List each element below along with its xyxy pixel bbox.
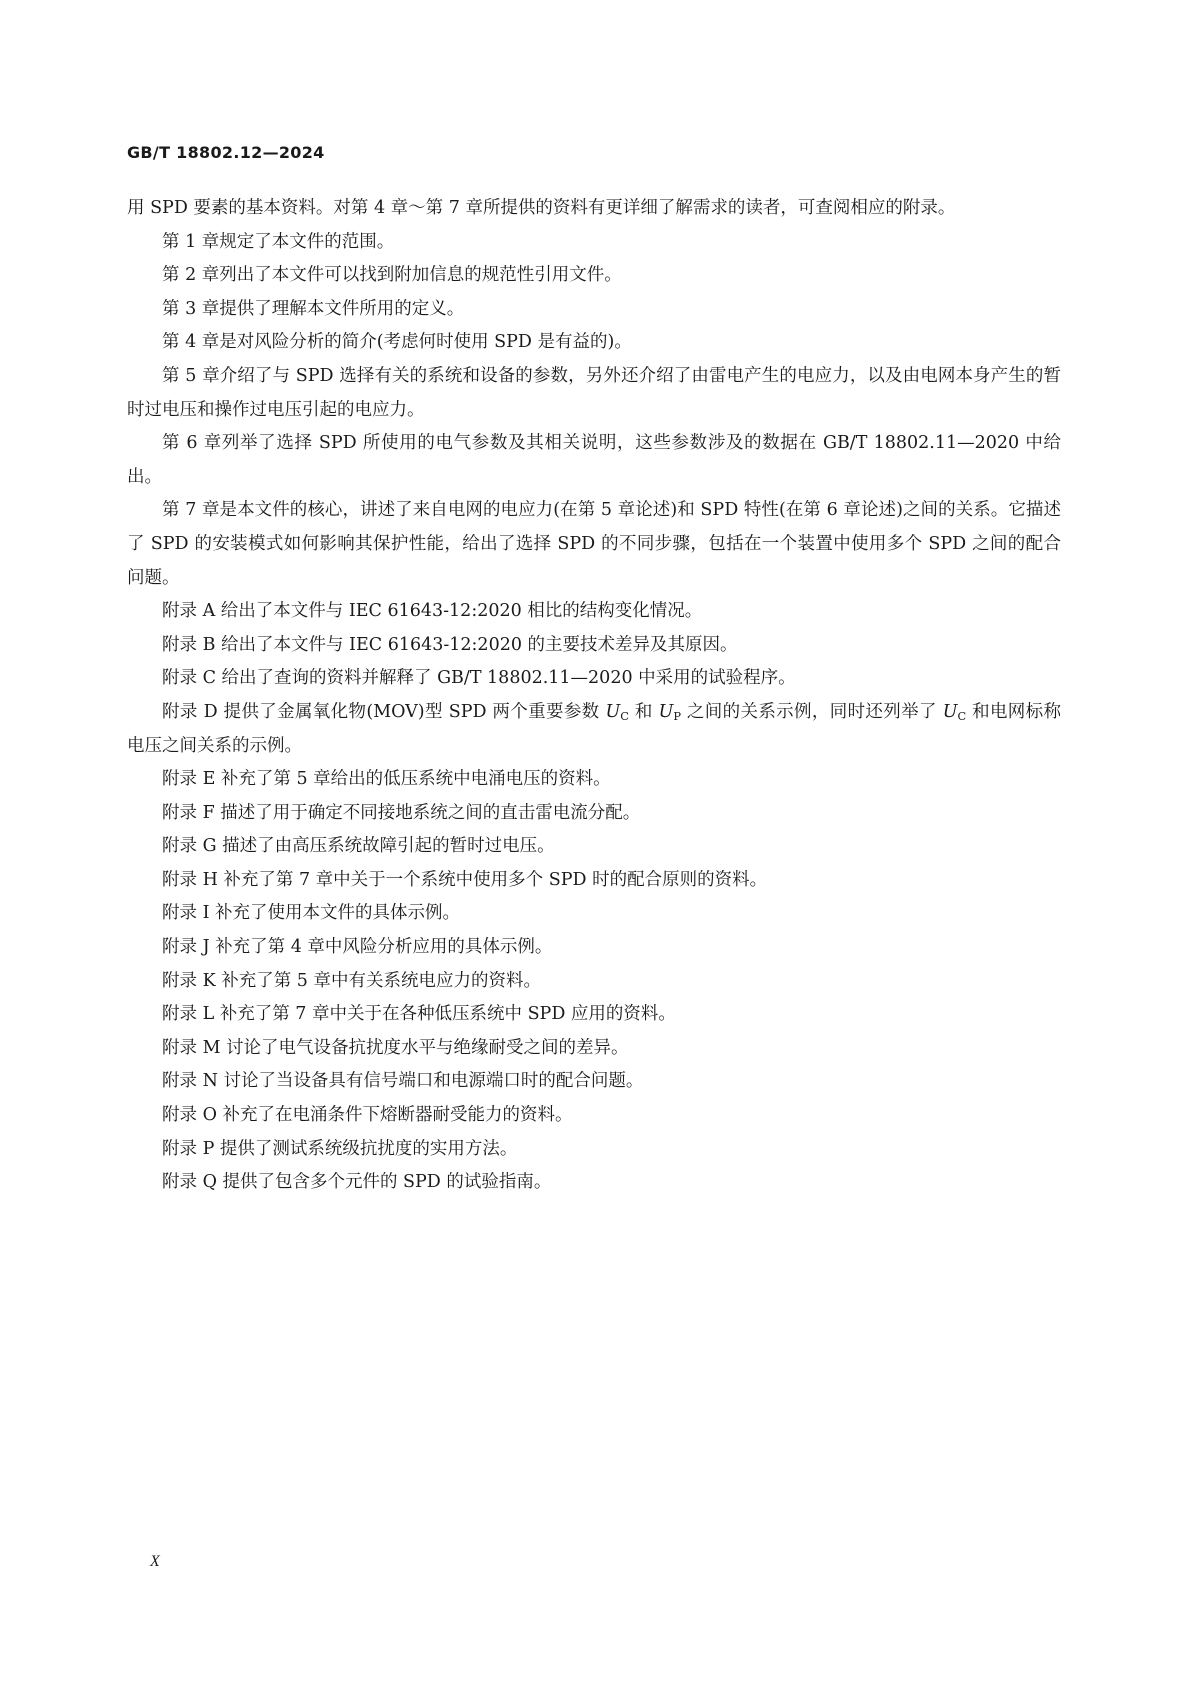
body-paragraph: 附录 L 补充了第 7 章中关于在各种低压系统中 SPD 应用的资料。 — [162, 1004, 676, 1025]
body-paragraph: 第 5 章介绍了与 SPD 选择有关的系统和设备的参数，另外还介绍了由雷电产生的电应力，以及由电网本身产生的暂时过电压和操作过电压引起的电应力。 — [127, 365, 1061, 420]
body-paragraph: 附录 M 讨论了电气设备抗扰度水平与绝缘耐受之间的差异。 — [162, 1037, 629, 1058]
body-paragraph: 附录 D 提供了金属氧化物(MOV)型 SPD 两个重要参数 $U_C$ 和 $U_P$ 之间的关系示例，同时还列举了 $U_C$ 和电网标称电压之间关系的示例。 — [127, 701, 1062, 756]
body-paragraph: 附录 J 补充了第 4 章中风险分析应用的具体示例。 — [162, 937, 553, 958]
body-paragraph: 第 4 章是对风险分析的简介(考虑何时使用 SPD 是有益的)。 — [162, 332, 632, 353]
body-paragraph: 附录 K 补充了第 5 章中有关系统电应力的资料。 — [162, 970, 541, 991]
page-number: X — [150, 1553, 160, 1570]
body-paragraph: 第 1 章规定了本文件的范围。 — [162, 231, 395, 252]
body-paragraph: 附录 I 补充了使用本文件的具体示例。 — [162, 903, 461, 924]
body-paragraph: 附录 B 给出了本文件与 IEC 61643-12:2020 的主要技术差异及其原因。 — [162, 634, 738, 655]
body-paragraph: 第 2 章列出了本文件可以找到附加信息的规范性引用文件。 — [162, 265, 622, 286]
body-paragraph: 用 SPD 要素的基本资料。对第 4 章～第 7 章所提供的资料有更详细了解需求的读者，可查阅相应的附录。 — [127, 198, 956, 218]
body-paragraph: 第 6 章列举了选择 SPD 所使用的电气参数及其相关说明，这些参数涉及的数据在 GB/T 18802.11—2020 中给出。 — [127, 433, 1061, 487]
body-paragraph: 附录 E 补充了第 5 章给出的低压系统中电涌电压的资料。 — [162, 769, 611, 790]
body-paragraph: 第 7 章是本文件的核心，讲述了来自电网的电应力(在第 5 章论述)和 SPD 特性(在第 6 章论述)之间的关系。它描述了 SPD 的安装模式如何影响其保护性能，给出了选择 SPD 的不同步骤，包括在一个装置中使用多个 SPD 之间的配合问题。 — [127, 500, 1061, 588]
body-paragraph: 附录 N 讨论了当设备具有信号端口和电源端口时的配合问题。 — [162, 1071, 644, 1092]
body-paragraph: 第 3 章提供了理解本文件所用的定义。 — [162, 298, 465, 319]
body-paragraph: 附录 H 补充了第 7 章中关于一个系统中使用多个 SPD 时的配合原则的资料。 — [162, 869, 768, 890]
body-paragraph: 附录 O 补充了在电涌条件下熔断器耐受能力的资料。 — [162, 1105, 573, 1126]
body-paragraph: 附录 C 给出了查询的资料并解释了 GB/T 18802.11—2020 中采用的试验程序。 — [162, 668, 796, 689]
body-paragraph: 附录 Q 提供了包含多个元件的 SPD 的试验指南。 — [162, 1172, 552, 1193]
document-body — [127, 192, 1061, 1200]
body-paragraph: 附录 A 给出了本文件与 IEC 61643-12:2020 相比的结构变化情况。 — [162, 601, 703, 622]
body-paragraph: 附录 F 描述了用于确定不同接地系统之间的直击雷电流分配。 — [162, 802, 641, 823]
body-paragraph: 附录 P 提供了测试系统级抗扰度的实用方法。 — [162, 1138, 518, 1159]
body-paragraph: 附录 G 描述了由高压系统故障引起的暂时过电压。 — [162, 836, 555, 857]
standard-code: GB/T 18802.12—2024 — [127, 143, 325, 162]
